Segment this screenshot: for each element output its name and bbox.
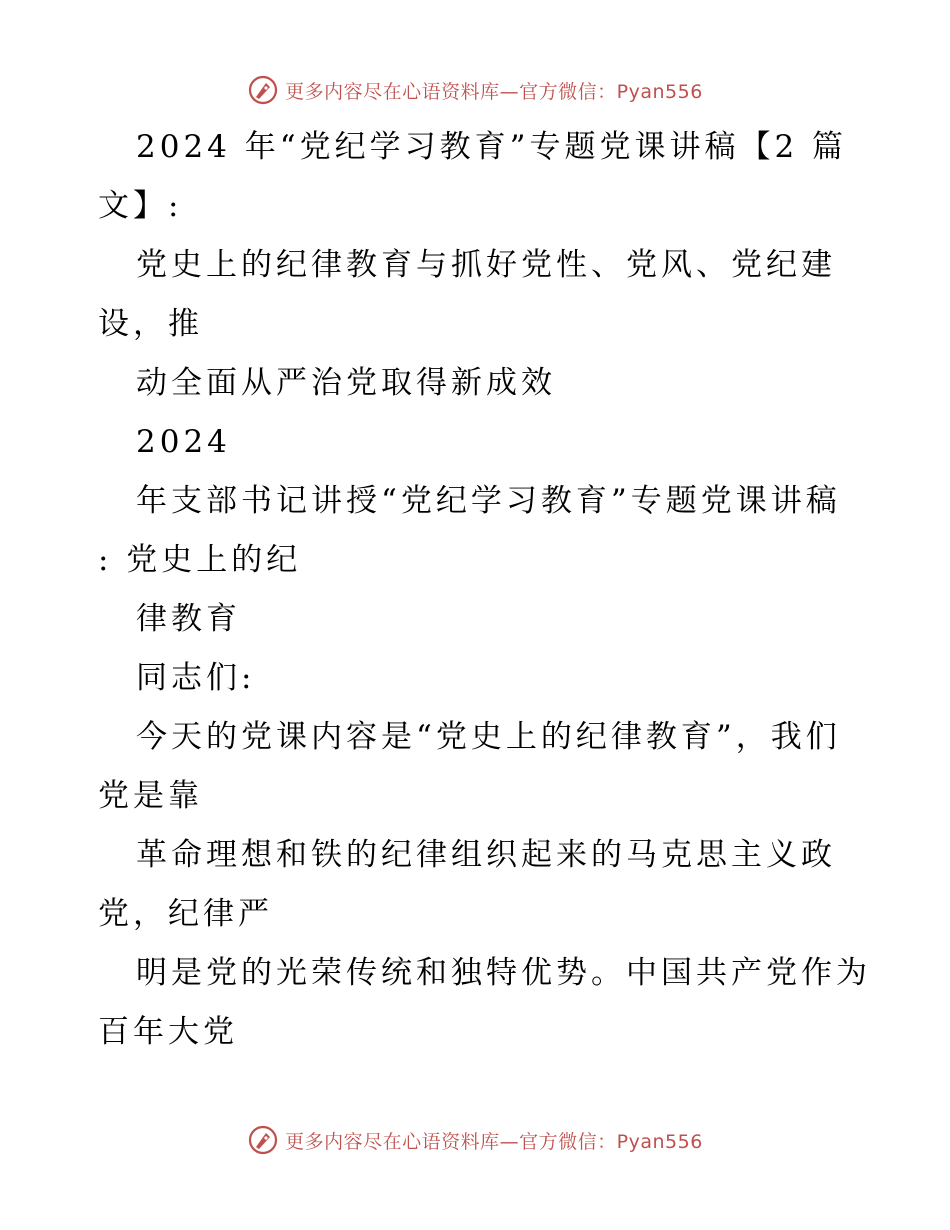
- document-line: 明是党的光荣传统和独特优势。中国共产党作为: [136, 955, 871, 991]
- document-line: 律教育: [136, 601, 241, 637]
- document-line: 党，纪律严: [98, 896, 273, 932]
- document-line: 同志们:: [136, 660, 256, 696]
- document-line: : 党史上的纪: [98, 542, 302, 578]
- document-line: 年支部书记讲授“党纪学习教育”专题党课讲稿: [136, 483, 841, 519]
- document-line: 今天的党课内容是“党史上的纪律教育”，我们: [136, 719, 841, 755]
- document-line: 2024: [136, 424, 231, 460]
- document-line: 党是靠: [98, 778, 203, 814]
- document-body: [98, 118, 871, 1062]
- watermark-text: 更多内容尽在心语资料库—官方微信：Pyan556: [285, 80, 703, 103]
- header-watermark: [0, 70, 950, 110]
- footer-watermark: [0, 1120, 950, 1160]
- document-line: 设，推: [98, 306, 203, 342]
- document-line: 动全面从严治党取得新成效: [136, 365, 556, 401]
- watermark-text: 更多内容尽在心语资料库—官方微信：Pyan556: [285, 1130, 703, 1153]
- pen-nib-logo-icon: [247, 74, 279, 106]
- document-line: 革命理想和铁的纪律组织起来的马克思主义政: [136, 837, 836, 873]
- document-line: 文】:: [98, 188, 183, 224]
- pen-nib-logo-icon: [247, 1124, 279, 1156]
- document-line: 党史上的纪律教育与抓好党性、党风、党纪建: [136, 247, 836, 283]
- document-line: 百年大党: [98, 1014, 238, 1050]
- document-line: 2024 年“党纪学习教育”专题党课讲稿【2 篇: [136, 129, 848, 165]
